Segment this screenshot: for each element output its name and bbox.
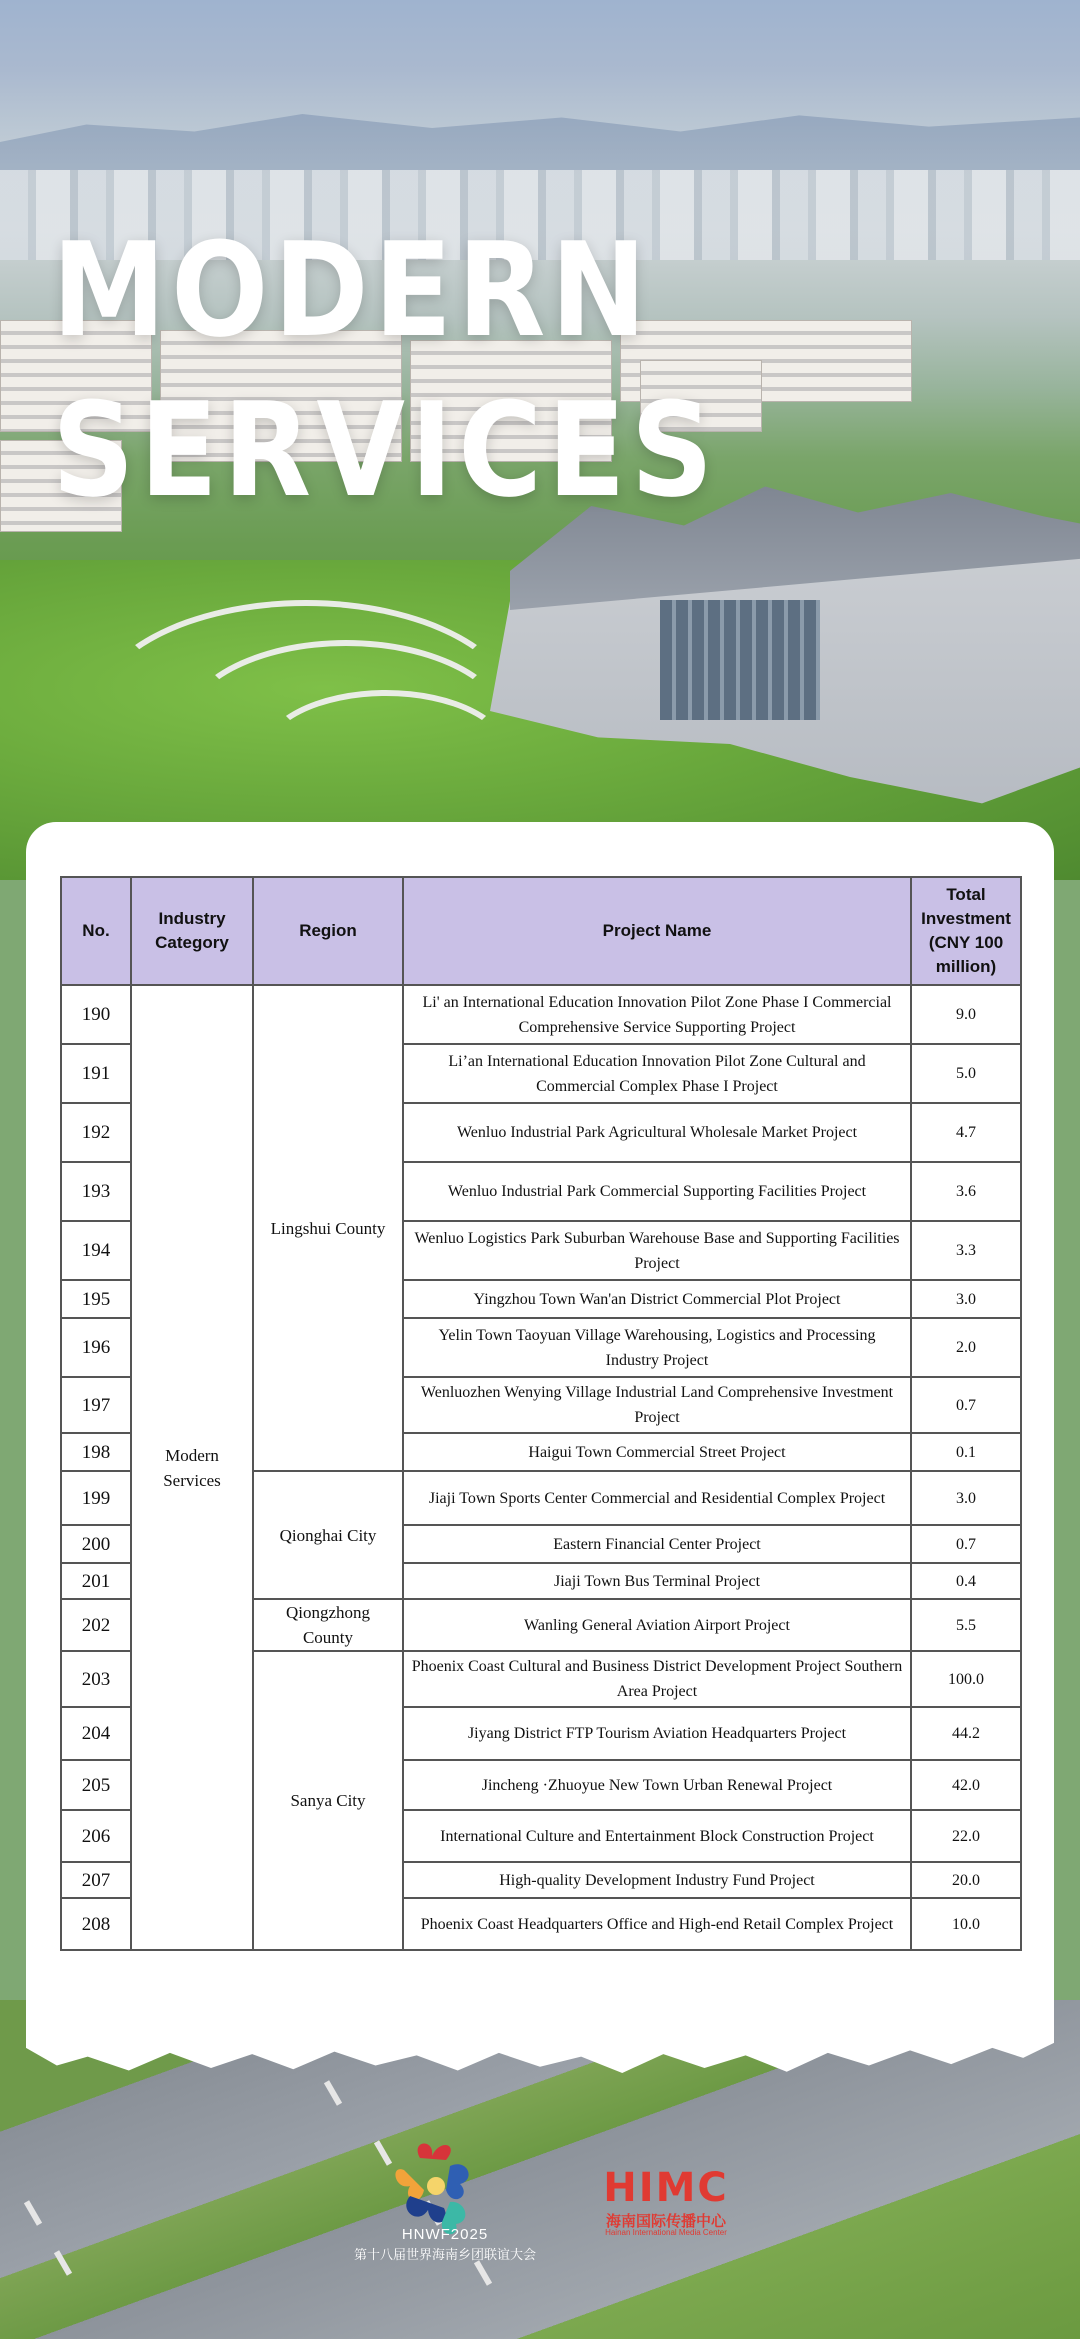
project-table [60,876,1022,1951]
project-name: International Culture and Entertainment Block Construction Project [403,1810,911,1862]
himc-logo: HIMC [603,2165,729,2211]
investment: 20.0 [911,1862,1021,1898]
investment: 4.7 [911,1103,1021,1162]
project-name: Phoenix Coast Cultural and Business District Development Project Southern Area Project [403,1651,911,1707]
investment: 3.0 [911,1280,1021,1318]
project-name: Jiaji Town Bus Terminal Project [403,1563,911,1599]
header-investment: Total Investment (CNY 100 million) [911,877,1021,985]
project-name: Wenluo Industrial Park Agricultural Wholesale Market Project [403,1103,911,1162]
himc-logo-cn: 海南国际传播中心 [605,2213,726,2230]
row-no: 206 [61,1810,131,1862]
investment: 3.6 [911,1162,1021,1221]
row-no: 201 [61,1563,131,1599]
project-name: Li' an International Education Innovation Pilot Zone Phase I Commercial Comprehensive Service Supporting Project [403,985,911,1044]
project-name: Jiaji Town Sports Center Commercial and Residential Complex Project [403,1471,911,1525]
row-no: 207 [61,1862,131,1898]
row-no: 194 [61,1221,131,1280]
investment: 5.5 [911,1599,1021,1651]
investment: 42.0 [911,1760,1021,1810]
project-name: Yingzhou Town Wan'an District Commercial Plot Project [403,1280,911,1318]
header-category: Industry Category [131,877,253,985]
region-qionghai: Qionghai City [253,1471,403,1599]
hnwf-logo-subtext: 第十八届世界海南乡团联谊大会 [353,2247,536,2262]
region-qiongzhong: Qiongzhong County [253,1599,403,1651]
title-line-1: MODERN [52,214,652,366]
header-region: Region [253,877,403,985]
project-name: Wenluo Logistics Park Suburban Warehouse Base and Supporting Facilities Project [403,1221,911,1280]
row-no: 203 [61,1651,131,1707]
region-sanya: Sanya City [253,1651,403,1950]
hero-photo [0,0,1080,880]
investment: 0.1 [911,1433,1021,1471]
project-name: High-quality Development Industry Fund Project [403,1862,911,1898]
project-name: Wanling General Aviation Airport Project [403,1599,911,1651]
himc-logo-en: Hainan International Media Center [605,2228,727,2237]
header-project: Project Name [403,877,911,985]
row-no: 204 [61,1707,131,1760]
investment: 3.0 [911,1471,1021,1525]
project-name: Eastern Financial Center Project [403,1525,911,1563]
row-no: 190 [61,985,131,1044]
investment: 3.3 [911,1221,1021,1280]
row-no: 198 [61,1433,131,1471]
hnwf-logo-text: HNWF2025 [401,2226,489,2243]
mountains [0,100,1080,170]
industry-category: Modern Services [131,985,253,1950]
garden-path [260,690,512,822]
investment: 5.0 [911,1044,1021,1103]
row-no: 192 [61,1103,131,1162]
row-no: 199 [61,1471,131,1525]
row-no: 193 [61,1162,131,1221]
page-title [52,210,809,530]
row-no: 196 [61,1318,131,1377]
row-no: 197 [61,1377,131,1433]
investment: 2.0 [911,1318,1021,1377]
row-no: 195 [61,1280,131,1318]
table-row [61,985,1021,1044]
investment: 22.0 [911,1810,1021,1862]
investment: 0.7 [911,1377,1021,1433]
row-no: 191 [61,1044,131,1103]
investment: 10.0 [911,1898,1021,1950]
project-name: Jincheng ·Zhuoyue New Town Urban Renewal Project [403,1760,911,1810]
investment: 100.0 [911,1651,1021,1707]
project-name: Li’an International Education Innovation Pilot Zone Cultural and Commercial Complex Phase I Project [403,1044,911,1103]
row-no: 200 [61,1525,131,1563]
investment: 44.2 [911,1707,1021,1760]
row-no: 208 [61,1898,131,1950]
investment: 0.7 [911,1525,1021,1563]
project-name: Jiyang District FTP Tourism Aviation Headquarters Project [403,1707,911,1760]
project-name: Yelin Town Taoyuan Village Warehousing, Logistics and Processing Industry Project [403,1318,911,1377]
investment: 0.4 [911,1563,1021,1599]
investment: 9.0 [911,985,1021,1044]
project-name: Wenluozhen Wenying Village Industrial Land Comprehensive Investment Project [403,1377,911,1433]
project-name: Wenluo Industrial Park Commercial Supporting Facilities Project [403,1162,911,1221]
table-header-row [61,877,1021,985]
project-name: Phoenix Coast Headquarters Office and High-end Retail Complex Project [403,1898,911,1950]
header-no: No. [61,877,131,985]
region-lingshui: Lingshui County [253,985,403,1471]
glass-facade [660,600,820,720]
title-line-2: SERVICES [52,374,719,526]
row-no: 205 [61,1760,131,1810]
row-no: 202 [61,1599,131,1651]
project-name: Haigui Town Commercial Street Project [403,1433,911,1471]
